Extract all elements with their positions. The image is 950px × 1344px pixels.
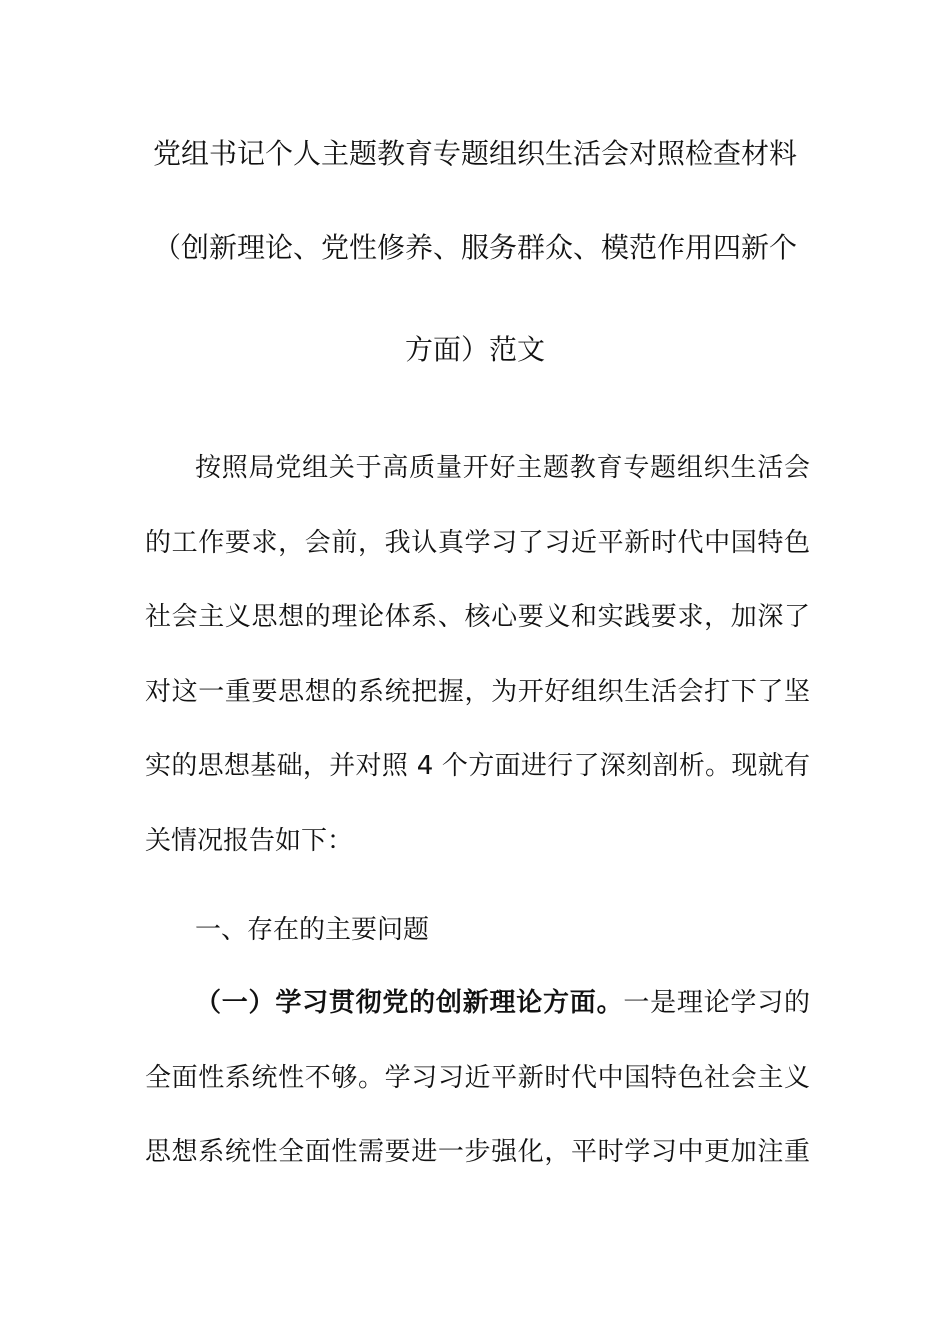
paragraph-line: 社会主义思想的理论体系、核心要义和实践要求，加深了	[145, 602, 810, 632]
subsection-line	[195, 986, 810, 1020]
paragraph-line: 全面性系统性不够。学习习近平新时代中国特色社会主义	[145, 1063, 810, 1093]
paragraph-line: 的工作要求，会前，我认真学习了习近平新时代中国特色	[145, 528, 810, 558]
title-line-1: 党组书记个人主题教育专题组织生活会对照检查材料	[152, 137, 797, 170]
title-line-3: 方面）范文	[404, 333, 545, 366]
subsection-heading: （一）学习贯彻党的创新理论方面。	[195, 988, 624, 1018]
paragraph-line: 实的思想基础，并对照 4 个方面进行了深刻剖析。现就有	[145, 751, 810, 781]
section-heading: 一、存在的主要问题	[195, 915, 430, 945]
subsection-text: 一是理论学习的	[623, 988, 810, 1018]
paragraph-line: 思想系统性全面性需要进一步强化，平时学习中更加注重	[145, 1137, 810, 1167]
paragraph-line: 按照局党组关于高质量开好主题教育专题组织生活会	[195, 453, 810, 483]
paragraph-line: 对这一重要思想的系统把握，为开好组织生活会打下了坚	[145, 677, 810, 707]
title-line-2: （创新理论、党性修养、服务群众、模范作用四新个	[152, 231, 797, 264]
paragraph-line: 关情况报告如下：	[145, 826, 354, 856]
